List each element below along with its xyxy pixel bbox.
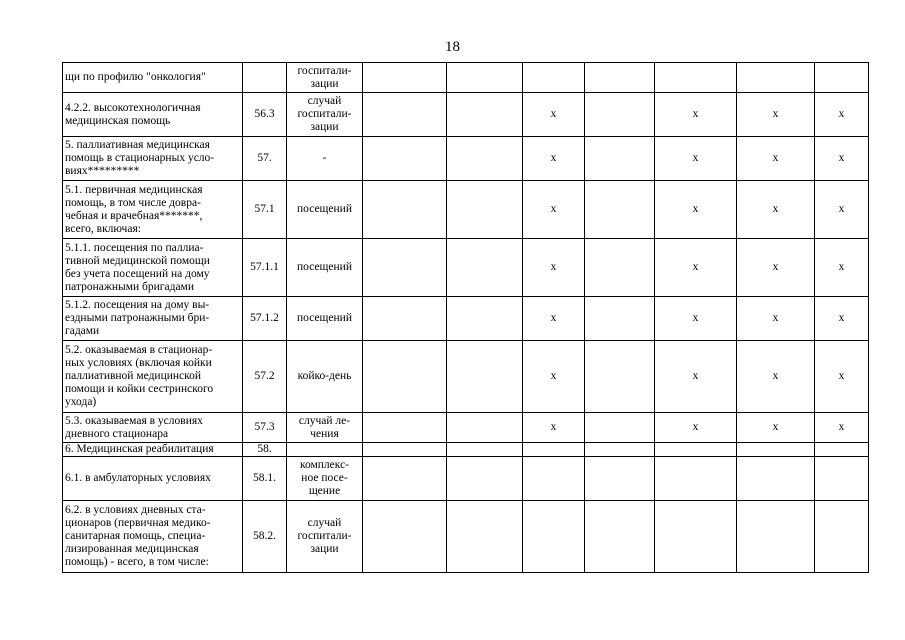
value-cell	[737, 443, 815, 457]
row-code-cell: 56.3	[243, 93, 287, 137]
row-code-cell: 57.3	[243, 413, 287, 443]
value-cell	[363, 413, 447, 443]
value-cell	[363, 457, 447, 501]
value-cell: x	[737, 297, 815, 341]
table-row	[63, 63, 869, 93]
row-code-cell: 58.1.	[243, 457, 287, 501]
row-unit-cell: койко-день	[287, 341, 363, 413]
value-cell	[447, 239, 523, 297]
value-cell	[363, 443, 447, 457]
row-code-cell: 57.1.1	[243, 239, 287, 297]
value-cell: x	[815, 239, 869, 297]
row-code-cell: 58.	[243, 443, 287, 457]
row-unit-cell: посещений	[287, 297, 363, 341]
value-cell	[523, 443, 585, 457]
value-cell	[363, 137, 447, 181]
table-row	[63, 297, 869, 341]
row-code-cell: 57.2	[243, 341, 287, 413]
value-cell	[447, 181, 523, 239]
value-cell: x	[737, 137, 815, 181]
value-cell	[585, 341, 655, 413]
value-cell: x	[655, 297, 737, 341]
value-cell	[363, 63, 447, 93]
value-cell: x	[655, 413, 737, 443]
value-cell: x	[737, 413, 815, 443]
row-unit-cell: случай ле- чения	[287, 413, 363, 443]
row-name-cell: 6. Медицинская реабилитация	[63, 443, 243, 457]
value-cell: x	[523, 181, 585, 239]
value-cell	[447, 137, 523, 181]
value-cell: x	[737, 341, 815, 413]
value-cell: x	[655, 137, 737, 181]
value-cell	[737, 501, 815, 573]
page-number: 18	[445, 39, 460, 55]
value-cell	[363, 341, 447, 413]
row-name-cell: 5.3. оказываемая в условиях дневного стационара	[63, 413, 243, 443]
row-code-cell: 58.2.	[243, 501, 287, 573]
value-cell	[585, 443, 655, 457]
row-name-cell: 5.1. первичная медицинская помощь, в том числе доврa- чебная и врачебная*******, всего, включая:	[63, 181, 243, 239]
row-name-cell: 5.1.1. посещения по паллиа- тивной медицинской помощи без учета посещений на дому патронажными бригадами	[63, 239, 243, 297]
value-cell: x	[655, 341, 737, 413]
value-cell	[585, 297, 655, 341]
value-cell: x	[523, 297, 585, 341]
value-cell	[585, 63, 655, 93]
row-name-cell: 6.2. в условиях дневных ста- ционаров (первичная медико- санитарная помощь, специа- лизированная медицинская помощь) - всего, в том числе:	[63, 501, 243, 573]
row-code-cell: 57.	[243, 137, 287, 181]
value-cell	[523, 63, 585, 93]
value-cell: x	[815, 297, 869, 341]
table-row	[63, 181, 869, 239]
value-cell	[447, 63, 523, 93]
value-cell	[737, 457, 815, 501]
row-unit-cell: посещений	[287, 181, 363, 239]
value-cell	[737, 63, 815, 93]
value-cell: x	[737, 181, 815, 239]
table-row	[63, 341, 869, 413]
value-cell	[363, 239, 447, 297]
value-cell: x	[815, 341, 869, 413]
row-unit-cell: посещений	[287, 239, 363, 297]
value-cell	[585, 181, 655, 239]
value-cell	[585, 93, 655, 137]
row-unit-cell	[287, 443, 363, 457]
row-unit-cell: госпитали- зации	[287, 63, 363, 93]
value-cell: x	[523, 413, 585, 443]
value-cell	[447, 297, 523, 341]
value-cell: x	[655, 181, 737, 239]
value-cell	[815, 443, 869, 457]
value-cell: x	[523, 137, 585, 181]
value-cell	[655, 443, 737, 457]
value-cell	[655, 457, 737, 501]
row-code-cell	[243, 63, 287, 93]
value-cell	[585, 413, 655, 443]
value-cell	[655, 501, 737, 573]
value-cell	[447, 501, 523, 573]
value-cell	[585, 457, 655, 501]
row-code-cell: 57.1	[243, 181, 287, 239]
value-cell: x	[815, 413, 869, 443]
row-name-cell: 5.2. оказываемая в стационар- ных условиях (включая койки паллиативной медицинской помощи и койки сестринского ухода)	[63, 341, 243, 413]
table-row	[63, 137, 869, 181]
table-row	[63, 501, 869, 573]
value-cell	[655, 63, 737, 93]
value-cell: x	[737, 93, 815, 137]
value-cell	[447, 341, 523, 413]
value-cell	[447, 443, 523, 457]
value-cell: x	[523, 341, 585, 413]
row-unit-cell: случай госпитали- зации	[287, 93, 363, 137]
value-cell: x	[815, 137, 869, 181]
row-name-cell: щи по профилю "онкология"	[63, 63, 243, 93]
row-code-cell: 57.1.2	[243, 297, 287, 341]
value-cell	[447, 93, 523, 137]
value-cell: x	[815, 93, 869, 137]
table-row	[63, 443, 869, 457]
value-cell	[363, 297, 447, 341]
value-cell: x	[523, 93, 585, 137]
indicator-table	[62, 62, 869, 573]
value-cell: x	[655, 93, 737, 137]
value-cell	[815, 501, 869, 573]
value-cell	[363, 93, 447, 137]
value-cell: x	[655, 239, 737, 297]
row-name-cell: 4.2.2. высокотехнологичная медицинская помощь	[63, 93, 243, 137]
value-cell: x	[523, 239, 585, 297]
row-name-cell: 5.1.2. посещения на дому вы- ездными патронажными бри- гадами	[63, 297, 243, 341]
value-cell	[815, 457, 869, 501]
value-cell	[447, 413, 523, 443]
row-name-cell: 6.1. в амбулаторных условиях	[63, 457, 243, 501]
value-cell	[363, 501, 447, 573]
value-cell	[815, 63, 869, 93]
value-cell	[585, 239, 655, 297]
value-cell	[447, 457, 523, 501]
table-row	[63, 413, 869, 443]
value-cell: x	[815, 181, 869, 239]
table-row	[63, 93, 869, 137]
value-cell: x	[737, 239, 815, 297]
table-row	[63, 457, 869, 501]
row-unit-cell: -	[287, 137, 363, 181]
value-cell	[585, 137, 655, 181]
row-unit-cell: комплекс- ное посе- щение	[287, 457, 363, 501]
value-cell	[585, 501, 655, 573]
row-name-cell: 5. паллиативная медицинская помощь в стационарных усло- виях*********	[63, 137, 243, 181]
table-row	[63, 239, 869, 297]
value-cell	[523, 501, 585, 573]
row-unit-cell: случай госпитали- зации	[287, 501, 363, 573]
value-cell	[523, 457, 585, 501]
value-cell	[363, 181, 447, 239]
